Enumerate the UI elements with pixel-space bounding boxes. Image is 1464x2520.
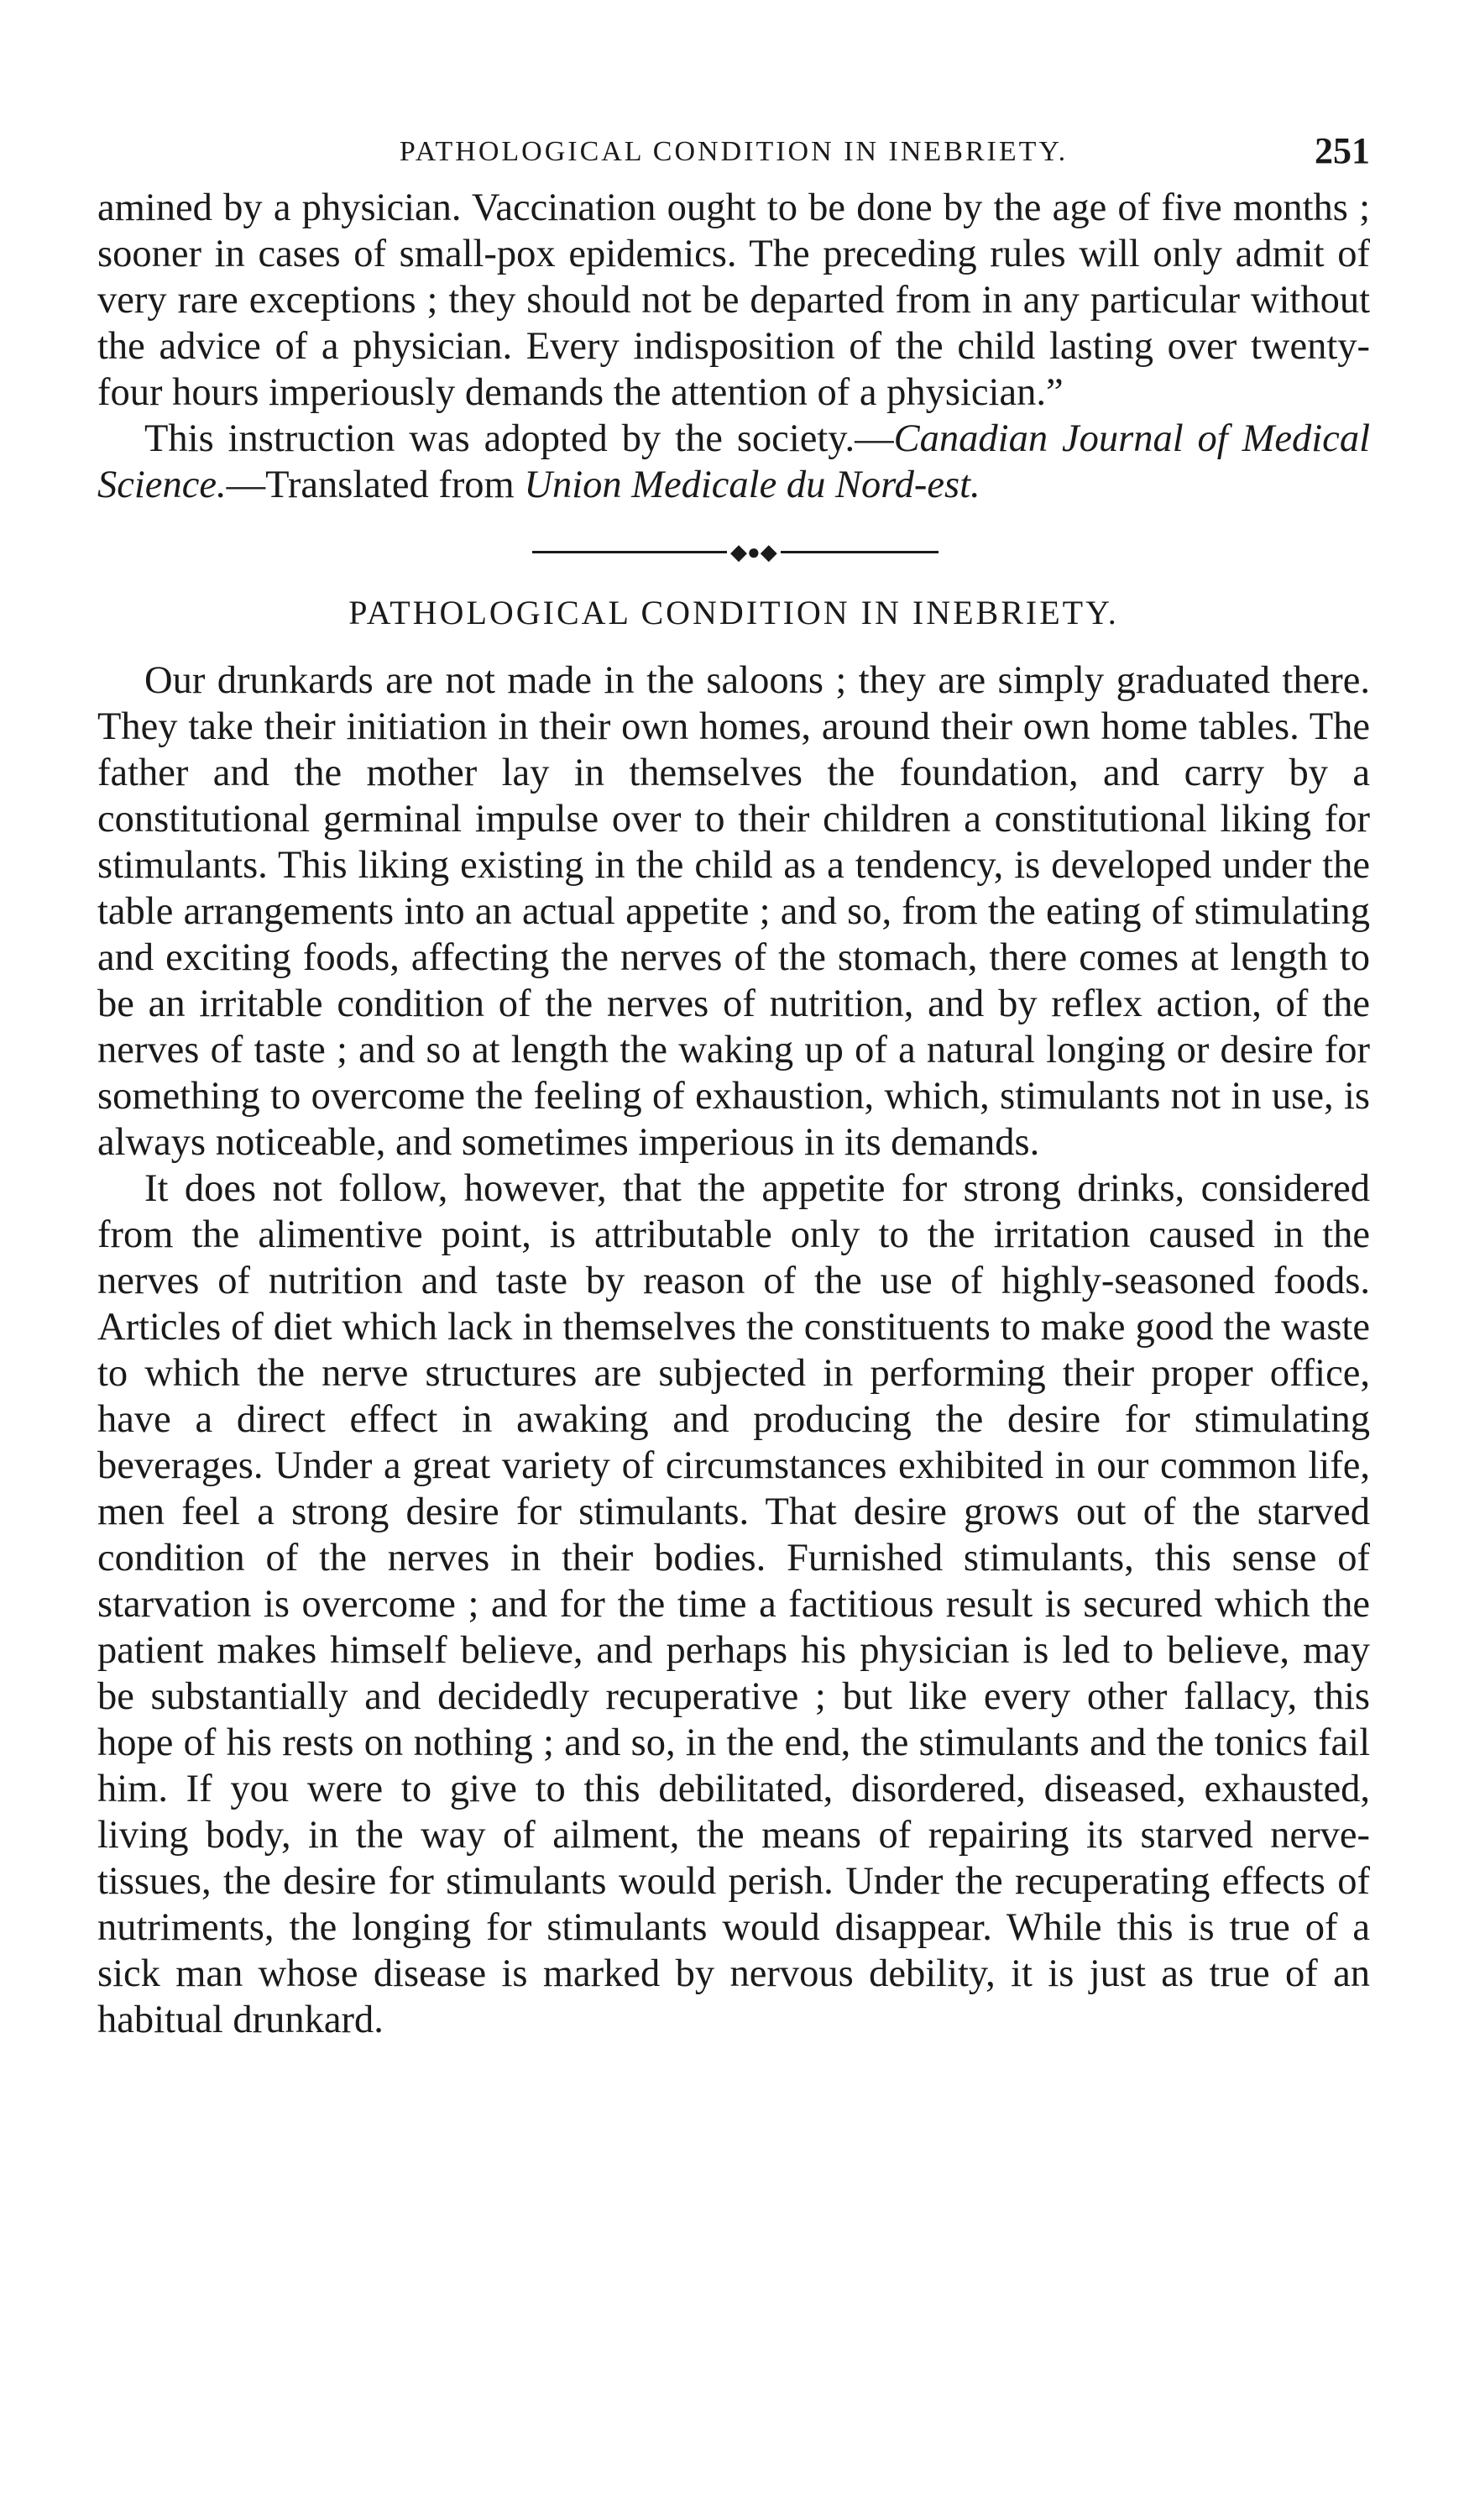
previous-article-continuation: amined by a physician. Vaccination ought to be done by the age of five months ; sooner in cases of small-pox epidemics. The preceding rules will only admit of very rare exceptions ; they should not be departed from in any particular without the advice of a physician. Every indisposition of the child lasting over twenty-four hours imperiously demands the attention of a physician.” [97,186,1370,414]
article-paragraph-1: Our drunkards are not made in the saloons ; they are simply graduated there. They take their initiation in their own homes, around their own home tables. The father and the mother lay in themselves the foundation, and carry by a constitutional germinal impulse over to their children a constitutional liking for stimulants. This liking existing in the child as a tendency, is developed under the table arrangements into an actual appetite ; and so, from the eating of stimulating and exciting foods, affecting the nerves of the stomach, there comes at length to be an irritable condition of the nerves of nutrition, and by reflex action, of the nerves of taste ; and so at length the waking up of a natural longing or desire for something to overcome the feeling of exhaustion, which, stimulants not in use, is always noticeable, and sometimes imperious in its demands. [97,659,1370,1164]
running-title: PATHOLOGICAL CONDITION IN INEBRIETY. [399,136,1069,167]
source-name: Union Medicale du Nord-est. [524,464,980,506]
article-paragraph-2: It does not follow, however, that the appetite for strong drinks, considered from the alimentive point, is attributable only to the irritation caused in the nerves of nutrition and taste by reason of the use of highly-seasoned foods. Articles of diet which lack in themselves the constituents to make good the waste to which the nerve structures are subjected in performing their proper office, have a direct effect in awaking and producing the desire for stimulating beverages. Under a great variety of circumstances exhibited in our common life, men feel a strong desire for stimulants. That desire grows out of the starved condition of the nerves in their bodies. Furnished stimulants, this sense of starvation is overcome ; and for the time a factitious result is secured which the patient makes himself believe, and perhaps his physician is led to believe, may be substantially and decidedly recuperative ; but like every other fallacy, this hope of his rests on nothing ; and so, in the end, the stimulants and the tonics fail him. If you were to give to this debilitated, disordered, diseased, exhausted, living body, in the way of ailment, the means of repairing its starved nerve-tissues, the desire for stimulants would perish. Under the recuperating effects of nutriments, the longing for stimulants would disappear. While this is true of a sick man whose disease is marked by nervous debility, it is just as true of an habitual drunkard. [97,1167,1370,2041]
translated-from-text: —Translated from [226,464,525,506]
page-number: 251 [1315,130,1370,171]
journal-name: Canadian Journal of Medical Science. [97,417,1370,506]
section-divider [97,508,1370,592]
attribution-text: This instruction was adopted by the society.— [144,417,894,460]
previous-article-attribution [97,416,1370,508]
page [97,126,1370,2043]
running-head [97,126,1370,185]
article-title: PATHOLOGICAL CONDITION IN INEBRIETY. [348,594,1119,631]
divider-ornament-icon: ◆●◆ [727,542,781,563]
